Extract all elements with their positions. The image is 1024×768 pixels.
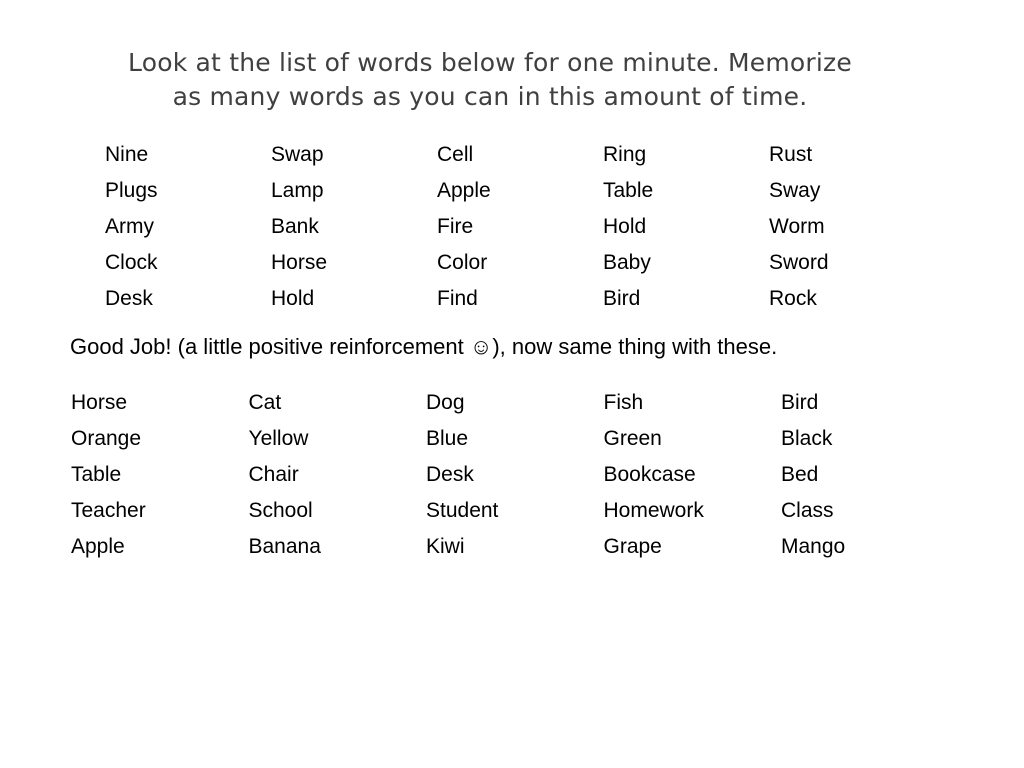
word-cell: Fish [603, 391, 644, 414]
word-cell: Sword [769, 251, 829, 274]
word-cell: Orange [71, 427, 142, 450]
instructions-line-1: Look at the list of words below for one minute. Memorize [128, 48, 852, 77]
word-cell: Table [71, 463, 122, 486]
word-cell: Bed [781, 463, 819, 486]
word-cell: Banana [248, 535, 321, 558]
word-cell: Ring [603, 143, 647, 166]
word-cell: Yellow [248, 427, 309, 450]
word-cell: Apple [71, 535, 125, 558]
word-cell: Bird [781, 391, 819, 414]
word-cell: Blue [426, 427, 469, 450]
word-cell: Chair [248, 463, 299, 486]
instructions-text [60, 46, 920, 114]
word-cell: Bookcase [603, 463, 696, 486]
word-cell: Class [781, 499, 834, 522]
word-cell: Dog [426, 391, 465, 414]
word-cell: Horse [271, 251, 328, 274]
word-cell: Swap [271, 143, 324, 166]
word-cell: Green [603, 427, 662, 450]
word-cell: Bank [271, 215, 319, 238]
word-cell: Homework [603, 499, 704, 522]
word-cell: Desk [105, 287, 153, 310]
word-cell: Rock [769, 287, 817, 310]
transition-text: Good Job! (a little positive reinforcement ☺), now same thing with these. [70, 334, 778, 359]
word-cell: Bird [603, 287, 641, 310]
word-cell: Plugs [105, 179, 158, 202]
word-list-2 [71, 385, 959, 565]
word-cell: Student [426, 499, 499, 522]
word-cell: Nine [105, 143, 149, 166]
word-cell: Hold [271, 287, 315, 310]
word-cell: Teacher [71, 499, 146, 522]
word-cell: Baby [603, 251, 651, 274]
word-cell: Clock [105, 251, 158, 274]
word-cell: Fire [437, 215, 474, 238]
word-cell: Kiwi [426, 535, 465, 558]
word-cell: Cell [437, 143, 474, 166]
word-cell: Table [603, 179, 654, 202]
word-cell: Black [781, 427, 833, 450]
word-list-1 [105, 137, 935, 317]
word-cell: Hold [603, 215, 647, 238]
word-cell: Rust [769, 143, 813, 166]
word-cell: Desk [426, 463, 474, 486]
word-cell: Army [105, 215, 154, 238]
word-cell: Cat [248, 391, 282, 414]
word-cell: Horse [71, 391, 128, 414]
instructions-line-2: as many words as you can in this amount of time. [172, 82, 808, 111]
word-cell: Apple [437, 179, 491, 202]
word-cell: Sway [769, 179, 821, 202]
word-cell: Lamp [271, 179, 324, 202]
word-cell: Find [437, 287, 478, 310]
word-cell: Worm [769, 215, 825, 238]
word-cell: Grape [603, 535, 662, 558]
word-cell: School [248, 499, 313, 522]
word-cell: Color [437, 251, 488, 274]
word-cell: Mango [781, 535, 846, 558]
